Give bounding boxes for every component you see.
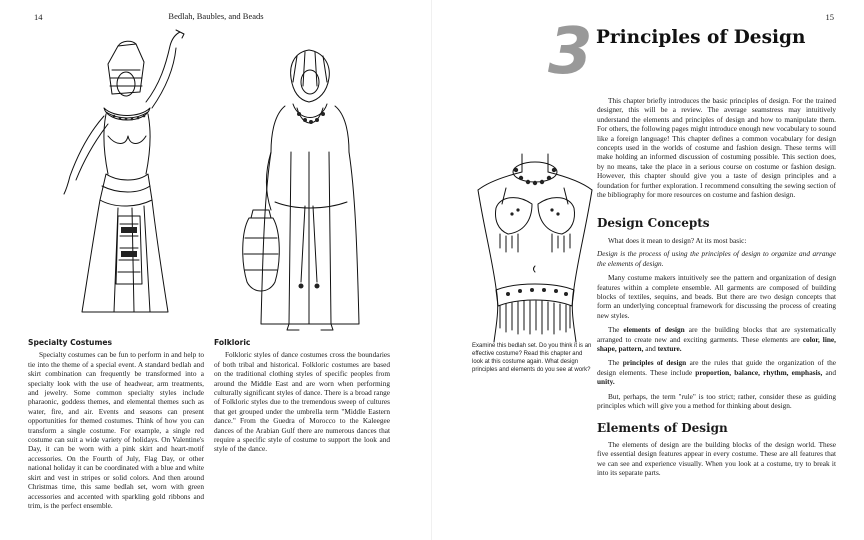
folkloric-heading: Folkloric [214,338,251,347]
text-run: are the rules that guide the organization of the design elements. These include [597,358,836,377]
design-question: What does it mean to design? At its most basic: [608,236,747,245]
design-concepts-paragraph-3 [597,358,836,386]
specialty-costumes-section [28,338,204,510]
bold-principle-list: proportion, balance, rhythm, emphasis, [695,367,823,377]
design-concepts-paragraph-2 [597,325,836,353]
design-concepts-heading: Design Concepts [597,216,710,230]
text-run: The [608,325,624,335]
folkloric-section [214,338,390,454]
bold-element-texture: texture. [657,344,682,354]
text-run: and [643,344,658,354]
running-title: Bedlah, Baubles, and Beads [168,11,264,21]
specialty-costume-illustration [48,24,208,324]
left-page-number: 14 [34,12,43,22]
chapter-number: 3 [548,15,593,89]
design-concepts-paragraph-4: But, perhaps, the term "rule" is too strict; rather, consider these as guiding principles which will give you a method for thinking about design. [597,391,836,411]
design-definition: Design is the process of using the principles of design to organize and arrange the elements of design. [597,249,836,268]
folkloric-costume-illustration [235,42,385,332]
design-concepts-body [597,236,836,416]
text-run: are the building blocks that are systematically arranged to create new and exciting garments. These elements are [597,325,836,344]
bold-term-principles: principles of design [622,358,687,368]
right-page-number: 15 [825,12,834,22]
elements-of-design-body [597,440,836,483]
chapter-title: Principles of Design [596,27,806,48]
elements-of-design-paragraph: The elements of design are the building blocks of the design world. These five essential design features appear in every costume. These are all features that we can see and experience visually. When you look at a costume, try to break it into its separate parts. [597,440,836,478]
chapter-intro [597,96,836,204]
bold-term-elements: elements of design [623,325,685,335]
bedlah-set-illustration [466,148,604,343]
text-run: and [822,367,836,377]
specialty-costumes-paragraph: Specialty costumes can be fun to perform in and help to tie into the theme of a special event. A standard bedlah and skirt combination can frequently be transformed into a specialty look with the use of headwear, arm treatments, and jewelry. Some common specialty styles include pharaonic, goddess themes, and elemental themes such as water, fire, and air. Events and seasons can present opportunities for themed costumes. Think of how you can transform a single costume. For example, a single red costume can suit a wide variety of holidays. On Valentine's Day, it can be worn with a pink skirt and heart-motif accessories. On the Fourth of July, Flag Day, or other national holiday it can be coordinated with a blue and white skirt and vest in stripes or solid colors. And then around Christmas time, this same bedlah set, worn with green accessories and accented with sparkling gold ribbons and trim, is the perfect ensemble. [28,350,204,510]
bold-principle-unity: unity. [597,377,615,387]
specialty-costumes-heading: Specialty Costumes [28,338,113,347]
design-concepts-paragraph-1: Many costume makers intuitively see the pattern and organization of design features within a complete ensemble. All garments are composed of building blocks of textiles, sequins, and beads. But there are two design concepts that form an underlying conceptual framework for discussing the process of creating new styles. [597,273,836,320]
bold-element-list: color, line, shape, pattern, [597,334,836,354]
text-run: The [608,358,623,368]
intro-paragraph: This chapter briefly introduces the basic principles of design. For the trained designer, this will be a review. The average seamstress may intuitively understand the elements and principles of design and how to manipulate them. For others, the following pages might introduce enough new vocabulary to sound like a foreign language! This chapter defines a common vocabulary for design concepts used in the worlds of costume and fashion design. These terms will make holding an informed discussion of costuming possible. This section does, by no means, take the place in a serious course on costume or fashion design. However, this chapter should give you a taste of design principles and a foundation for further exploration. I recommend consulting the sewing section of the bibliography for more resources on costume and fashion design. [597,96,836,200]
illustration-caption: Examine this bedlah set. Do you think it is an effective costume? Read this chapter and look at this costume again. What design principles and elements do you see at work? [472,343,592,373]
elements-of-design-heading: Elements of Design [597,421,728,435]
folkloric-paragraph: Folkloric styles of dance costumes cross the boundaries of both tribal and historical. Folkloric costumes are based on the traditional clothing styles of specific peoples from around the Middle East and are worn when performing culturally significant styles of dance. There is a broad range of Folkloric styles due to the tremendous sweep of cultures that get grouped under the umbrella term "Middle Eastern dance." From the Guedra of Morocco to the Kaleegee dances of the Arabian Gulf there are numerous dances that require a specific style of costume to support the look and style of the dance. [214,350,390,454]
